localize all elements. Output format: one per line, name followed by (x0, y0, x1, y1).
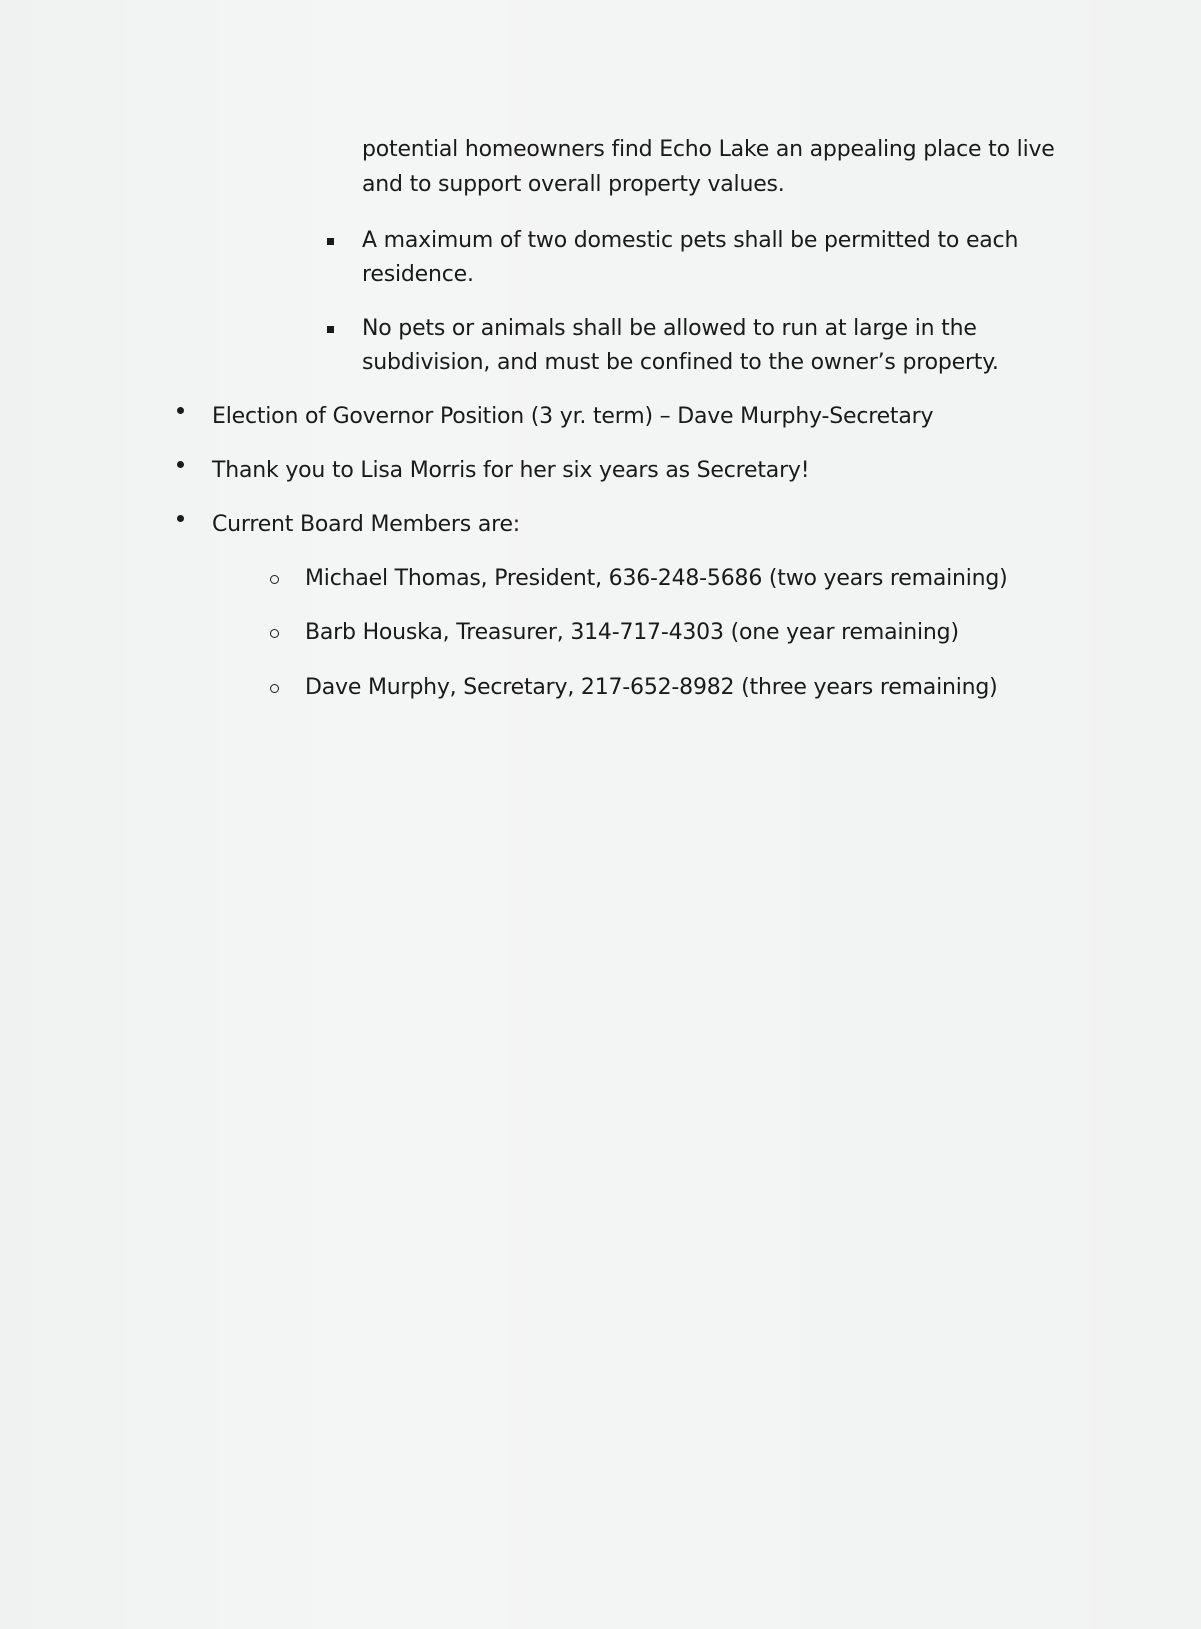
square-bullet-icon (327, 238, 334, 245)
list-item-line: A maximum of two domestic pets shall be permitted to each (362, 228, 1019, 253)
list-item: Election of Governor Position (3 yr. term) – Dave Murphy-Secretary (212, 404, 934, 429)
paragraph-line: potential homeowners find Echo Lake an appealing place to live (362, 137, 1055, 162)
board-member-item: Dave Murphy, Secretary, 217-652-8982 (three years remaining) (305, 675, 998, 700)
square-bullet-icon (327, 326, 334, 333)
list-item-line: subdivision, and must be confined to the owner’s property. (362, 350, 999, 375)
paragraph-line: and to support overall property values. (362, 172, 785, 197)
board-member-item: Barb Houska, Treasurer, 314-717-4303 (one year remaining) (305, 620, 959, 645)
list-item: Current Board Members are: (212, 512, 521, 537)
list-item-line: residence. (362, 262, 474, 287)
bullet-icon (177, 407, 184, 414)
list-item-line: No pets or animals shall be allowed to run at large in the (362, 316, 977, 341)
bullet-icon (177, 515, 184, 522)
bullet-icon (177, 461, 184, 468)
circle-bullet-icon (270, 629, 279, 638)
board-member-item: Michael Thomas, President, 636-248-5686 (two years remaining) (305, 566, 1008, 591)
circle-bullet-icon (270, 575, 279, 584)
list-item: Thank you to Lisa Morris for her six years as Secretary! (212, 458, 810, 483)
circle-bullet-icon (270, 684, 279, 693)
